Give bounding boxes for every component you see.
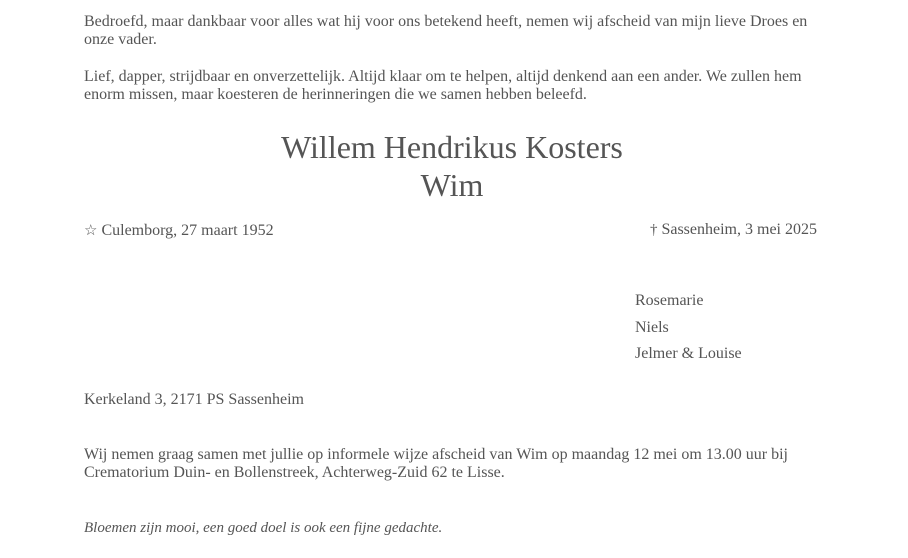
family-member: Rosemarie — [635, 292, 704, 309]
birth-place-date: Culemborg, 27 maart 1952 — [101, 222, 274, 239]
deceased-name-block — [84, 128, 820, 204]
intro-paragraph-1: Bedroefd, maar dankbaar voor alles wat hij voor ons betekend heeft, nemen wij afscheid van mijn lieve Droes en onze vader. — [84, 13, 808, 48]
family-member: Niels — [635, 318, 669, 336]
family-member: Jelmer & Louise — [635, 345, 742, 362]
death-place-date: Sassenheim, 3 mei 2025 — [661, 221, 817, 238]
closing-note: Bloemen zijn mooi, een goed doel is ook een fijne gedachte. — [84, 520, 443, 536]
star-icon: ☆ — [84, 223, 98, 239]
address: Kerkeland 3, 2171 PS Sassenheim — [84, 391, 304, 408]
deceased-nickname: Wim — [420, 167, 484, 203]
family-list — [635, 288, 742, 368]
deceased-full-name: Willem Hendrikus Kosters — [281, 129, 623, 165]
intro-paragraph-2: Lief, dapper, strijdbaar en onverzettelijk. Altijd klaar om te helpen, altijd denkend aan een ander. We zullen hem enorm missen, maar koesteren de herinneringen die we samen hebben beleefd. — [84, 68, 802, 103]
death-info — [650, 220, 817, 240]
cross-icon: † — [649, 222, 658, 238]
birth-info — [84, 221, 274, 241]
farewell-paragraph: Wij nemen graag samen met jullie op informele wijze afscheid van Wim op maandag 12 mei om 13.00 uur bij Crematorium Duin- en Bollenstreek, Achterweg-Zuid 62 te Lisse. — [84, 446, 788, 481]
